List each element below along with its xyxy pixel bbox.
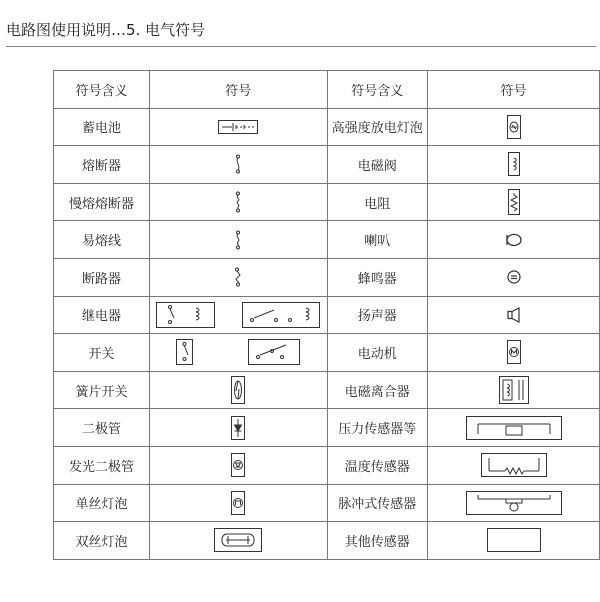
temperature-sensor-symbol-icon bbox=[481, 453, 547, 477]
reed-switch-symbol-icon bbox=[231, 376, 245, 404]
symbol-cell bbox=[428, 409, 600, 447]
speaker-symbol-icon bbox=[507, 307, 521, 323]
circuit-breaker-symbol-icon bbox=[233, 267, 243, 287]
table-row bbox=[54, 146, 600, 184]
meaning-cell: 电阻 bbox=[327, 183, 428, 221]
symbol-cell bbox=[150, 146, 327, 184]
meaning-cell: 二极管 bbox=[54, 409, 150, 447]
meaning-cell: 发光二极管 bbox=[54, 446, 150, 484]
other-sensor-symbol-icon bbox=[487, 528, 541, 552]
buzzer-symbol-icon bbox=[507, 270, 521, 284]
fusible-link-symbol-icon bbox=[234, 230, 242, 250]
pressure-sensor-symbol-icon bbox=[466, 416, 562, 440]
double-filament-bulb-symbol-icon bbox=[214, 528, 262, 552]
diode-symbol-icon bbox=[231, 416, 245, 440]
symbol-cell bbox=[428, 221, 600, 259]
meaning-cell: 继电器 bbox=[54, 296, 150, 334]
meaning-cell: 电动机 bbox=[327, 334, 428, 372]
header-symbol-left: 符号 bbox=[150, 71, 327, 109]
symbol-cell bbox=[150, 296, 327, 334]
solenoid-valve-symbol-icon bbox=[508, 152, 520, 176]
symbol-cell bbox=[150, 522, 327, 560]
pulse-sensor-symbol-icon bbox=[466, 491, 562, 515]
header-meaning-right: 符号含义 bbox=[327, 71, 428, 109]
symbol-cell bbox=[150, 446, 327, 484]
table-row bbox=[54, 446, 600, 484]
table-row bbox=[54, 484, 600, 522]
battery-symbol-icon bbox=[218, 120, 258, 134]
meaning-cell: 熔断器 bbox=[54, 146, 150, 184]
table-row bbox=[54, 371, 600, 409]
resistor-symbol-icon bbox=[508, 189, 520, 215]
symbol-cell bbox=[150, 409, 327, 447]
meaning-cell: 其他传感器 bbox=[327, 522, 428, 560]
symbol-cell bbox=[428, 334, 600, 372]
slow-blow-fuse-symbol-icon bbox=[234, 191, 242, 213]
table-row bbox=[54, 334, 600, 372]
meaning-cell: 脉冲式传感器 bbox=[327, 484, 428, 522]
symbol-cell bbox=[150, 371, 327, 409]
meaning-cell: 扬声器 bbox=[327, 296, 428, 334]
motor-symbol-icon bbox=[507, 340, 521, 364]
table-row bbox=[54, 522, 600, 560]
symbol-cell bbox=[428, 108, 600, 146]
meaning-cell: 蜂鸣器 bbox=[327, 258, 428, 296]
symbol-cell bbox=[428, 183, 600, 221]
table-row bbox=[54, 296, 600, 334]
table-header-row bbox=[54, 71, 600, 109]
meaning-cell: 断路器 bbox=[54, 258, 150, 296]
header-symbol-right: 符号 bbox=[428, 71, 600, 109]
fuse-symbol-icon bbox=[234, 154, 242, 174]
symbol-cell bbox=[428, 484, 600, 522]
meaning-cell: 开关 bbox=[54, 334, 150, 372]
switch-symbol-icon bbox=[176, 339, 300, 365]
table-row bbox=[54, 108, 600, 146]
symbol-cell bbox=[150, 334, 327, 372]
meaning-cell: 喇叭 bbox=[327, 221, 428, 259]
symbol-cell bbox=[428, 371, 600, 409]
meaning-cell: 电磁离合器 bbox=[327, 371, 428, 409]
table-row bbox=[54, 221, 600, 259]
meaning-cell: 单丝灯泡 bbox=[54, 484, 150, 522]
symbol-cell bbox=[150, 258, 327, 296]
meaning-cell: 压力传感器等 bbox=[327, 409, 428, 447]
table-row bbox=[54, 409, 600, 447]
meaning-cell: 电磁阀 bbox=[327, 146, 428, 184]
single-filament-bulb-symbol-icon bbox=[231, 491, 245, 515]
hid-bulb-symbol-icon bbox=[507, 115, 521, 139]
header-meaning-left: 符号含义 bbox=[54, 71, 150, 109]
symbol-cell bbox=[150, 484, 327, 522]
symbol-cell bbox=[428, 258, 600, 296]
symbol-cell bbox=[150, 183, 327, 221]
symbol-table bbox=[53, 70, 600, 560]
magnetic-clutch-symbol-icon bbox=[499, 376, 529, 404]
symbol-cell bbox=[428, 296, 600, 334]
table-row bbox=[54, 258, 600, 296]
symbol-cell bbox=[428, 446, 600, 484]
horn-symbol-icon bbox=[506, 233, 522, 247]
led-symbol-icon bbox=[231, 453, 245, 477]
meaning-cell: 簧片开关 bbox=[54, 371, 150, 409]
meaning-cell: 高强度放电灯泡 bbox=[327, 108, 428, 146]
relay-symbol-icon bbox=[156, 302, 320, 328]
table-row bbox=[54, 183, 600, 221]
symbol-cell bbox=[150, 108, 327, 146]
symbol-cell bbox=[428, 522, 600, 560]
meaning-cell: 慢熔熔断器 bbox=[54, 183, 150, 221]
meaning-cell: 双丝灯泡 bbox=[54, 522, 150, 560]
meaning-cell: 温度传感器 bbox=[327, 446, 428, 484]
page-title: 电路图使用说明…5. 电气符号 bbox=[6, 20, 596, 47]
symbol-cell bbox=[428, 146, 600, 184]
meaning-cell: 易熔线 bbox=[54, 221, 150, 259]
meaning-cell: 蓄电池 bbox=[54, 108, 150, 146]
symbol-cell bbox=[150, 221, 327, 259]
